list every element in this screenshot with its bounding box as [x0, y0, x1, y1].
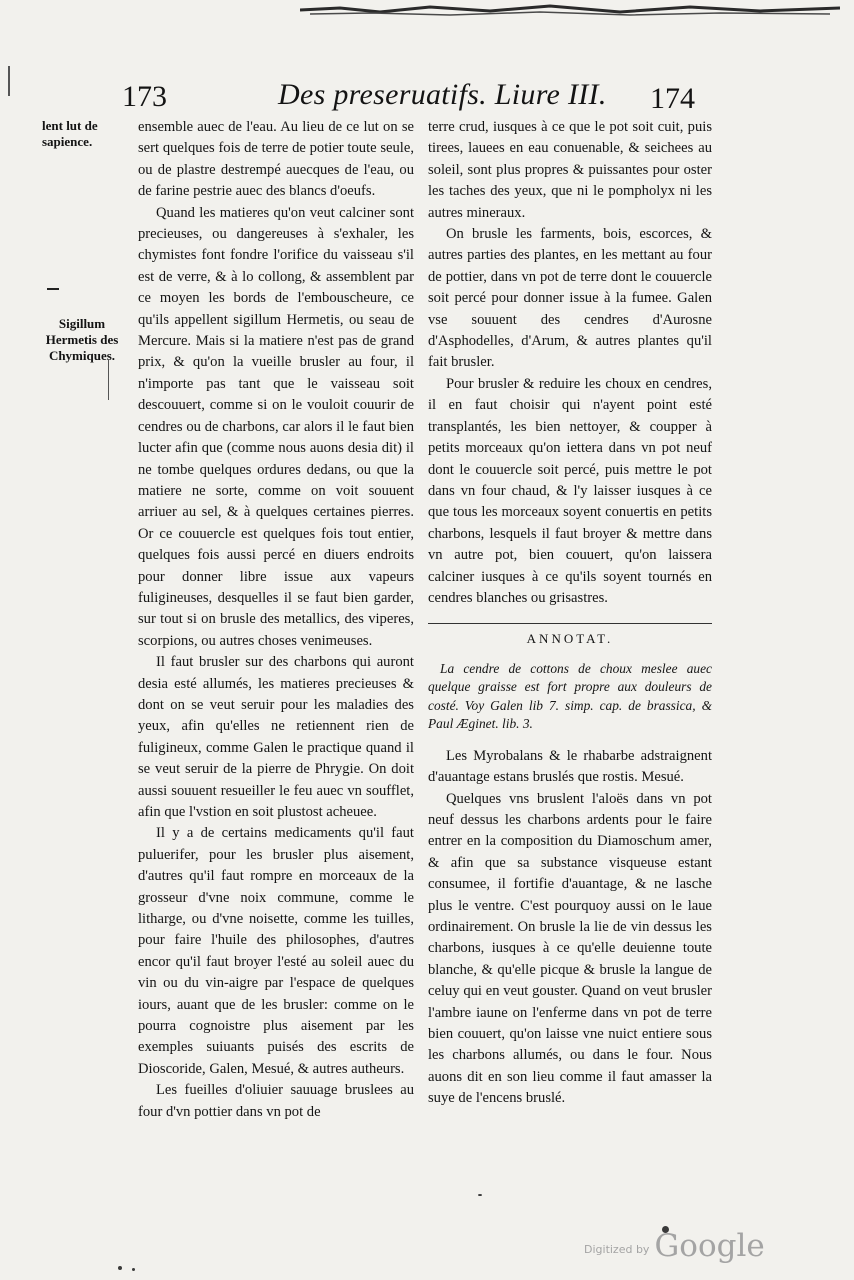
paragraph: Il y a de certains medicaments qu'il faut puluerifer, pour les brusler plus aisement, d'autres qu'il faut rompre en morceaux de la grosseur d'vne noix commune, comme le litharge, ou d'vne noisette, comme les tuilles, pour faire l'huile des philosophes, d'autres encor qu'il faut broyer l'esté au soleil auec du vin ou du vin-aigre par l'espace de quelques iours, auant que de les brusler: comme on le pourra cognoistre plus aisement par les exemples suiuants puisés des escrits de Dioscoride, Galen, Mesué, & autres autheurs. — [138, 825, 414, 1077]
margin-note-sigillum: Sigillum Hermetis des Chymiques. — [45, 316, 119, 363]
page-header — [0, 78, 854, 118]
annotation-rule — [428, 623, 712, 624]
ink-speck — [118, 1266, 122, 1270]
paragraph: Les Myrobalans & le rhabarbe adstraignent d'auantage estans bruslés que rostis. Mesué. — [428, 747, 712, 786]
right-column — [428, 117, 712, 1110]
paragraph: terre crud, iusques à ce que le pot soit cuit, puis tirees, lauees en eau conuenable, & seichees au soleil, sont plus propres & puissantes pour oster les taches des yeux, que ni le pompholyx ni les autres mineraux. — [428, 119, 712, 221]
paragraph: Il faut brusler sur des charbons qui auront desia esté allumés, les matieres precieuses & dont on se veut seruir pour les maladies des yeux, afin qu'elles ne retiennent rien de fuligineux, comme Galen le practique quand il se veut seruir de la pierre de Phrygie. On doit aussi souuent resueiller le feu auec vn soufflet, afin que l'vstion en soit plustost acheuee. — [138, 654, 414, 820]
paragraph: On brusle les farments, bois, escorces, & autres parties des plantes, en les mettant au four de pottier, dans vn pot de terre dont le couuercle soit percé pour donner issue à la fumee. Galen vse souuent des cendres d'Aurosne d'Asphodelles, d'Arum, & autres plantes qu'il fait brusler. — [428, 226, 712, 371]
annotation-note: La cendre de cottons de choux meslee auec quelque graisse est fort propre aux douleurs de costé. Voy Galen lib 7. simp. cap. de brassica, & Paul Æginet. lib. 3. — [428, 660, 712, 732]
margin-note-lut: lent lut de sapience. — [42, 118, 98, 149]
paragraph: Quelques vns bruslent l'aloës dans vn pot neuf dessus les charbons ardents pour le faire entrer en la composition du Diamoschum amer, & afin que sa substance visqueuse estant consumee, il fortifie d'auantage, & ne lasche plus le ventre. C'est pourquoy aussi on le laue ordinairement. On brusle la lie de vin dessus les charbons, iusques à ce qu'elle deuienne toute blanche, & qu'elle picque & brusle la langue de celuy qui en veut gouster. Quand on veut brusler l'ambre iaune on l'enferme dans vn pot de terre bien couuert, qu'on laisse vne nuict entiere sous les charbons allumés, ou dans le four. Nous auons dit en son lieu comme il faut amasser la suye de l'encens bruslé. — [428, 790, 712, 1107]
page-number-left: 173 — [122, 80, 167, 113]
page-number-right: 174 — [650, 82, 695, 115]
margin-dash — [47, 288, 59, 290]
digitized-by-google-watermark — [584, 1228, 765, 1264]
top-edge-ornament — [300, 0, 840, 18]
paragraph: Pour brusler & reduire les choux en cendres, il en faut choisir qui n'ayent point esté transplantés, les bien nettoyer, & coupper à petits morceaux qu'on iettera dans vn pot neuf dont le couuercle soit percé, puis mettre le pot dans vn four chaud, & l'y laisser iusques à ce que tous les morceaux soyent conuertis en petits charbons, lesquels il faut broyer & mettre dans vn autre pot, bien couuert, qu'on laissera calciner iusques à ce qu'ils soyent tournés en cendres blanches ou grisastres. — [428, 375, 712, 606]
watermark-prefix: Digitized by — [584, 1243, 650, 1256]
left-margin-rule — [108, 360, 109, 400]
annotation-heading: ANNOTAT. — [526, 631, 614, 647]
paragraph: ensemble auec de l'eau. Au lieu de ce lut on se sert quelques fois de terre de potier toute seule, ou de plastre destrempé auecques de l'eau, ou de farine pestrie auec des blancs d'oeufs. — [138, 119, 414, 200]
paragraph: Les fueilles d'oliuier sauuage bruslees au four d'vn pottier dans vn pot de — [138, 1082, 414, 1120]
left-column — [138, 117, 414, 1123]
paragraph: Quand les matieres qu'on veut calciner sont precieuses, ou dangereuses à s'exhaler, les chymistes font fondre l'orifice du vaisseau s'il est de verre, & à lo collong, & assemblent par ce moyen les bords de l'embouscheure, ce qu'ils appellent sigillum Hermetis, ou seau de Mercure. Mais si la matiere n'est pas de grand prix, & qu'on la vueille brusler au four, il n'importe pas tant que le vaisseau soit descouuert, comme si on le vouloit couurir de cendres ou de charbons, car alors il le faut bien lucter afin que (comme nous auons desia dit) il ne tombe quelques ordures dedans, ou que la matiere ne sorte, comme on voit souuent arriuer au sel, & à quelques certaines pierres. Or ce couuercle est quelques fois tout entier, quelques fois aussi percé en diuers endroits pour donner libre issue aux vapeurs fuligineuses, desquelles il se faut bien garder, sur tout si on brusle des metallics, des viperes, scorpions, ou autres choses venimeuses. — [138, 204, 414, 649]
ink-speck — [478, 1194, 482, 1196]
google-logo: Google — [654, 1228, 765, 1264]
ink-speck — [132, 1268, 135, 1271]
running-title: Des preseruatifs. Liure III. — [278, 78, 607, 111]
